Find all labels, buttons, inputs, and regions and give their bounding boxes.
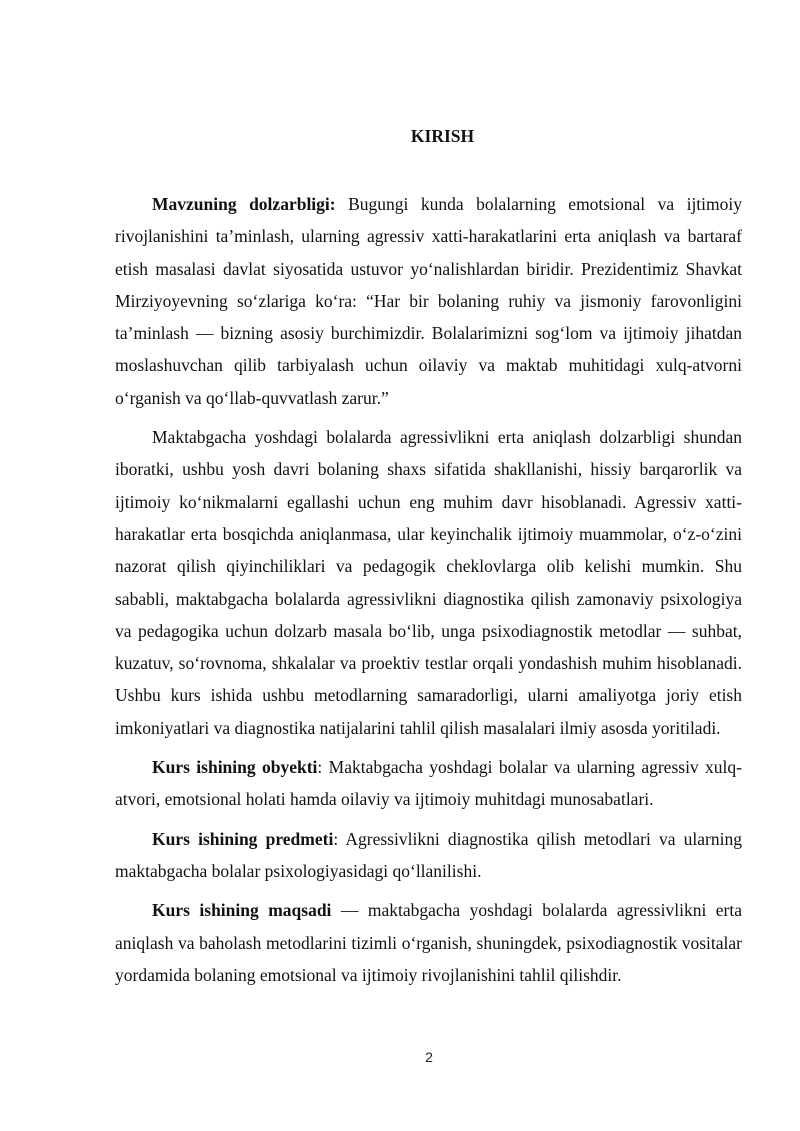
paragraph-text: Maktabgacha yoshdagi bolalarda agressivlikni erta aniqlash dolzarbligi shundan iboratki, ushbu yosh davri bolaning shaxs sifatida shakllanishi, hissiy barqarorlik va ijtimoiy ko‘nikmalarni egallashi uchun eng muhim davr hisoblanadi. Agressiv xatti-harakatlar erta bosqichda aniqlanmasa, ular keyinchalik ijtimoiy muammolar, o‘z-o‘zini nazorat qilish qiyinchiliklari va pedagogik cheklovlarga olib kelishi mumkin. Shu sababli, maktabgacha bolalarda agressivlikni diagnostika qilish zamonaviy psixologiya va pedagogika uchun dolzarb masala bo‘lib, unga psixodiagnostik metodlar — suhbat, kuzatuv, so‘rovnoma, shkalalar va proektiv testlar orqali yondashish muhim hisoblanadi. Ushbu kurs ishida ushbu metodlarning samaradorligi, ularni amaliyotga joriy etish imkoniyatlari va diagnostika natijalarini tahlil qilish masalalari ilmiy asosda yoritiladi. [115,427,742,738]
paragraph-goal [115,894,742,991]
paragraph-lead: Kurs ishining maqsadi [152,900,332,921]
paragraph-lead: Mavzuning dolzarbligi: [152,194,336,214]
paragraph-text: Bugungi kunda bolalarning emotsional va ijtimoiy rivojlanishini ta’minlash, ularning agressiv xatti-harakatlarini erta aniqlash va bartaraf etish masalasi davlat siyosatida ustuvor yo‘nalishlardan biridir. Prezidentimiz Shavkat Mirziyoyevning so‘zlariga ko‘ra: “Har bir bolaning ruhiy va jismoniy farovonligini ta’minlash — bizning asosiy burchimizdir. Bolalarimizni sog‘lom va ijtimoiy jihatdan moslashuvchan qilib tarbiyalash uchun oilaviy va maktab muhitidagi xulq-atvorni o‘rganish va qo‘llab-quvvatlash zarur.” [115,194,742,408]
page-number: 2 [425,1049,433,1065]
paragraph-lead: Kurs ishining obyekti [152,757,318,778]
paragraph-lead: Kurs ishining predmeti [152,828,334,849]
paragraph-text: — maktabgacha yoshdagi bolalarda agressivlikni erta aniqlash va baholash metodlarini tizimli o‘rganish, shuningdek, psixodiagnostik vositalar yordamida bolaning emotsional va ijtimoiy rivojlanishini tahlil qilishdir. [115,900,742,985]
paragraph-object [115,751,742,816]
section-heading: KIRISH [410,126,475,146]
paragraph-text: : Agressivlikni diagnostika qilish metodlari va ularning maktabgacha bolalar psixologiyasidagi qo‘llanilishi. [115,828,742,881]
paragraph-text: : Maktabgacha yoshdagi bolalar va ularning agressiv xulq-atvori, emotsional holati hamda oilaviy va ijtimoiy muhitdagi munosabatlari. [115,757,742,810]
paragraph-relevance [115,188,742,414]
paragraph-early-detection [115,421,742,744]
paragraph-subject [115,823,742,888]
body-text [115,188,742,998]
